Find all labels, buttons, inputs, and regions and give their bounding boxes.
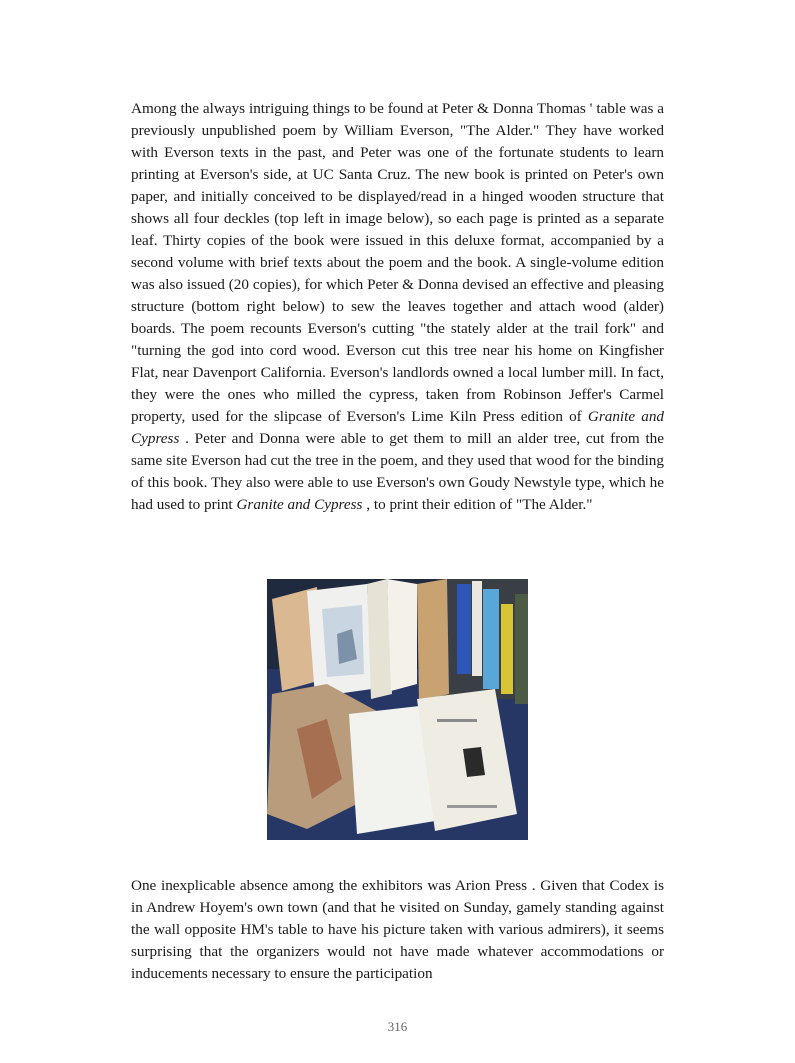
paragraph-alder (131, 98, 664, 516)
paragraph-text: Among the always intriguing things to be found at Peter & Donna Thomas ' table was a previously unpublished poem by William Everson, "The Alder." They have worked with Everson texts in the past, and Peter was one of the fortunate students to learn printing at Everson's side, at UC Santa Cruz. The new book is printed on Peter's own paper, and initially conceived to be displayed/read in a hinged wooden structure that shows all four deckles (top left in image below), so each page is printed as a separate leaf. Thirty copies of the book were issued in this deluxe format, accompanied by a second volume with brief texts about the poem and the book. A single-volume edition was also issued (20 copies), for which Peter & Donna devised an effective and pleasing structure (bottom right below) to sew the leaves together and attach wood (alder) boards. The poem recounts Everson's cutting "the stately alder at the trail fork" and "turning the god into cord wood. Everson cut this tree near his home on Kingfisher Flat, near Davenport California. Everson's landlords owned a local lumber mill. In fact, they were the ones who milled the cypress, taken from Robinson Jeffer's Carmel property, used for the slipcase of Everson's Lime Kiln Press edition of (131, 100, 664, 425)
paragraph-arion: One inexplicable absence among the exhibitors was Arion Press . Given that Codex is in Andrew Hoyem's own town (and that he visited on Sunday, gamely standing against the wall opposite HM's table to have his picture taken with various admirers), it seems surprising that the organizers would not have made whatever accommodations or inducements necessary to ensure the participation (131, 877, 664, 982)
paragraph-text: , to print their edition of "The Alder." (362, 496, 593, 513)
paragraph-text: . Peter and Donna were able to get them to mill an alder tree, cut from the same site Everson had cut the tree in the poem, and they used that wood for the binding of this book. They also were able to use Everson's own Goudy Newstyle type, which he had used to print (131, 430, 664, 513)
page-number: 316 (387, 1019, 408, 1034)
book-title: Granite and Cypress (131, 408, 665, 447)
book-photo (267, 579, 528, 840)
book-title: Granite and Cypress (236, 496, 363, 513)
